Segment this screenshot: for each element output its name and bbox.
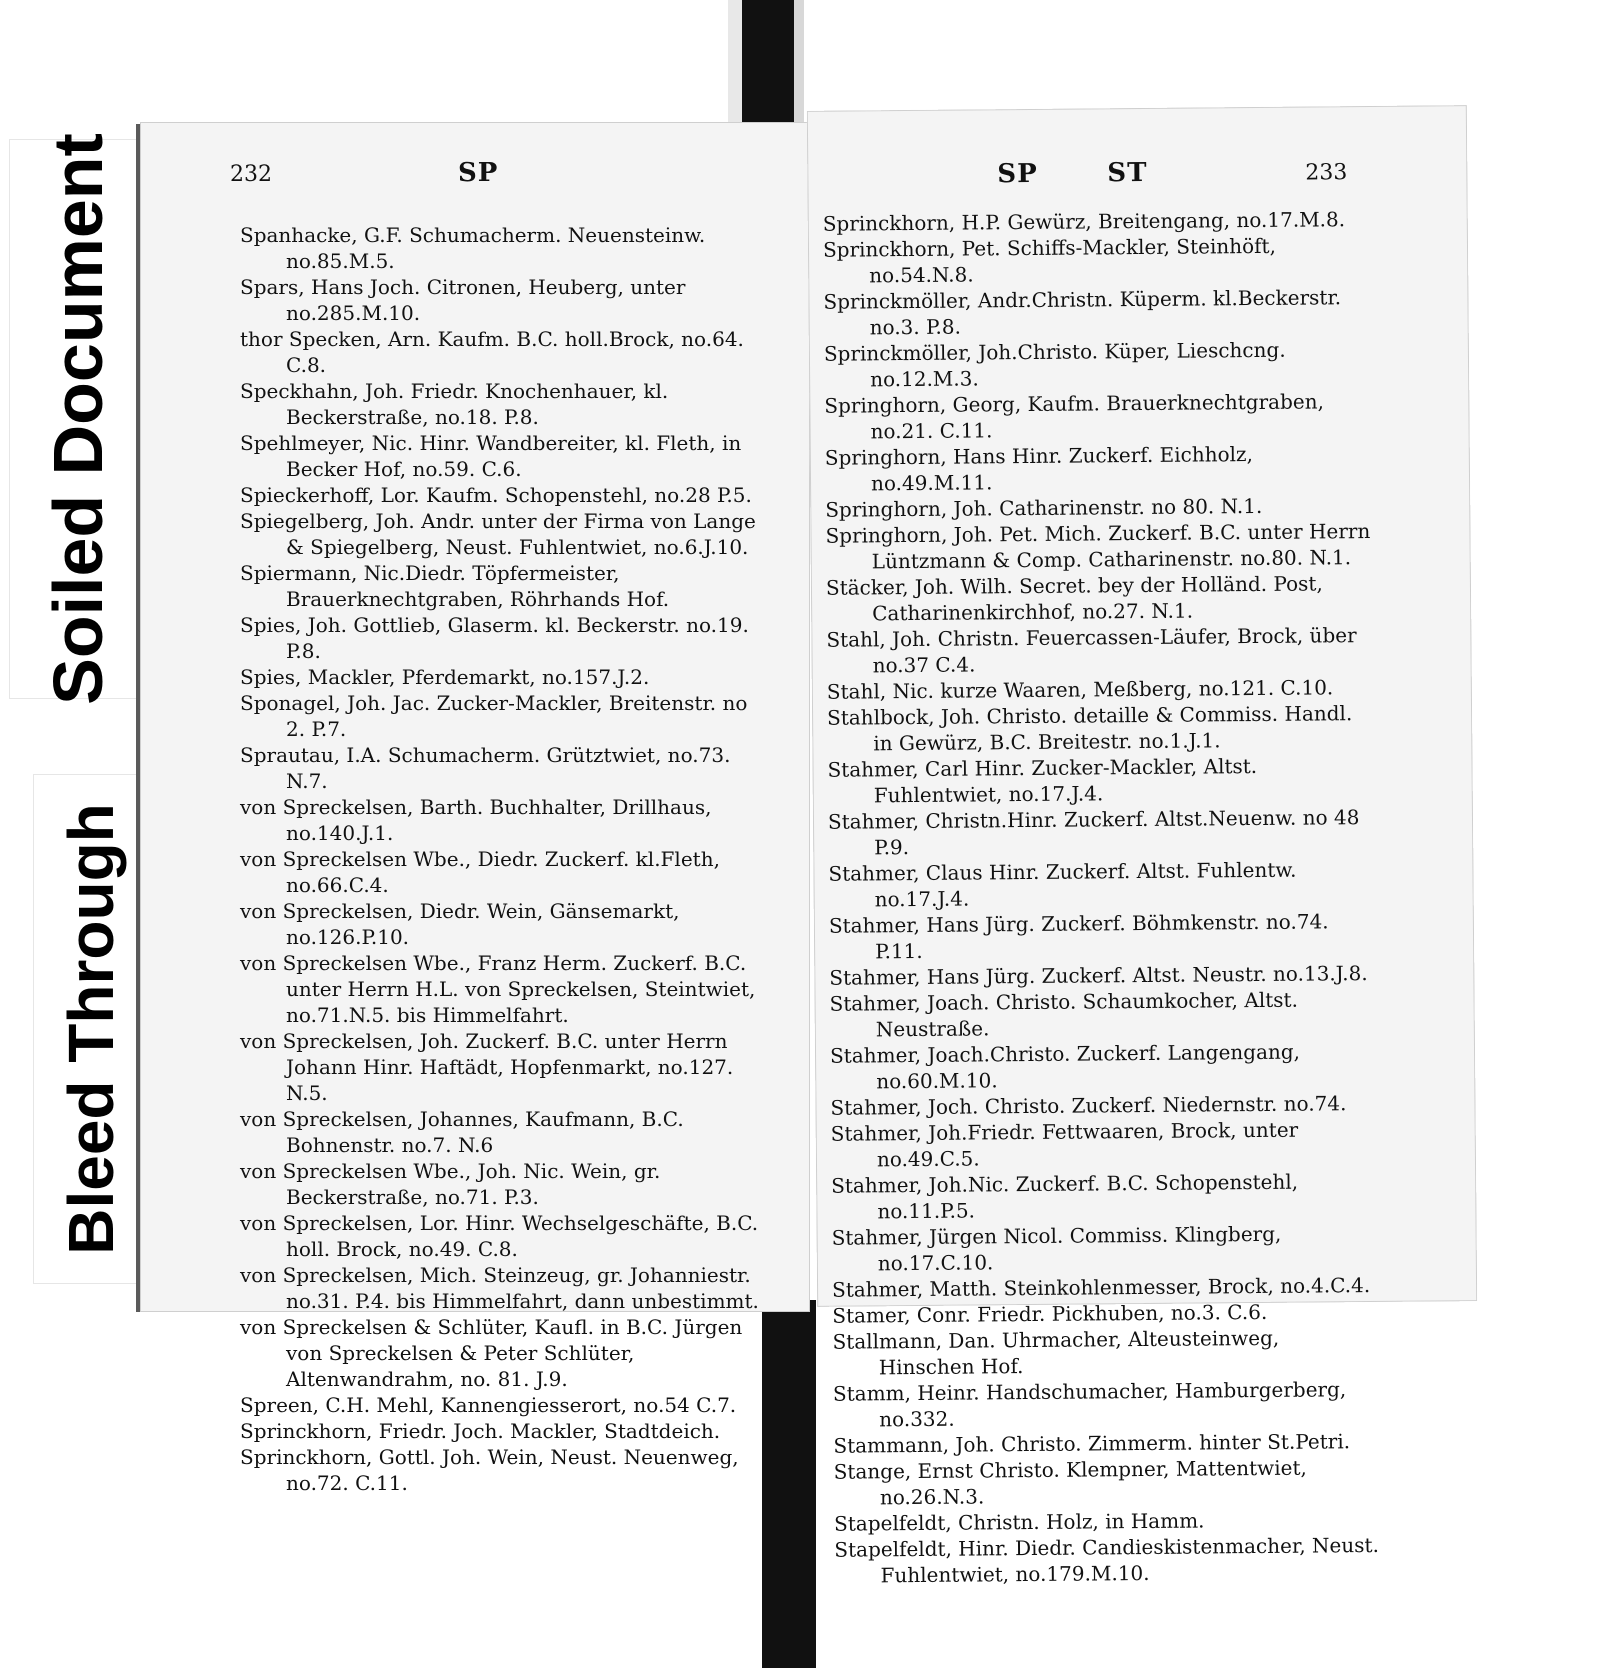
directory-entry: Stamm, Heinr. Handschumacher, Hamburgerberg, no.332. xyxy=(832,1377,1347,1432)
directory-entry: Sprinckhorn, H.P. Gewürz, Breitengang, no.17.M.8. xyxy=(822,207,1346,236)
directory-entry: Stallmann, Dan. Uhrmacher, Alteusteinweg, Hinschen Hof. xyxy=(832,1325,1280,1380)
directory-entry: Sprinckhorn, Gottl. Joh. Wein, Neust. Neuenweg, no.72. C.11. xyxy=(240,1445,739,1495)
directory-entry: Stahmer, Hans Jürg. Zuckerf. Altst. Neustr. no.13.J.8. xyxy=(829,961,1368,990)
directory-entry: Stahmer, Christn.Hinr. Zuckerf. Altst.Neuenw. no 48 P.9. xyxy=(827,805,1360,860)
directory-entry: von Spreckelsen & Schlüter, Kaufl. in B.C. Jürgen von Spreckelsen & Peter Schlüter, Altenwandrahm, no. 81. J.9. xyxy=(240,1315,743,1391)
directory-entry: von Spreckelsen, Lor. Hinr. Wechselgeschäfte, B.C. holl. Brock, no.49. C.8. xyxy=(240,1211,759,1261)
bleed-through-label xyxy=(34,775,148,1283)
directory-entry: Sponagel, Joh. Jac. Zucker-Mackler, Breitenstr. no 2. P.7. xyxy=(240,691,748,741)
bleed-through-text: Bleed Through xyxy=(55,803,127,1255)
binding-strip-bottom xyxy=(762,1300,816,1668)
directory-entry: Stahmer, Joh.Friedr. Fettwaaren, Brock, unter no.49.C.5. xyxy=(830,1117,1299,1172)
directory-entry: Stäcker, Joh. Wilh. Secret. bey der Holländ. Post, Catharinenkirchhof, no.27. N.1. xyxy=(825,571,1323,626)
right-page-heading-st: ST xyxy=(1107,157,1148,189)
directory-entry: Spies, Mackler, Pferdemarkt, no.157.J.2. xyxy=(240,665,650,689)
directory-entry: von Spreckelsen Wbe., Franz Herm. Zuckerf. B.C. unter Herrn H.L. von Spreckelsen, Steintwiet, no.71.N.5. bis Himmelfahrt. xyxy=(240,951,756,1027)
directory-entry: von Spreckelsen, Diedr. Wein, Gänsemarkt, no.126.P.10. xyxy=(240,899,680,949)
directory-entry: Sprautau, I.A. Schumacherm. Grütztwiet, no.73. N.7. xyxy=(240,743,731,793)
directory-entry: Stahmer, Jürgen Nicol. Commiss. Klingberg, no.17.C.10. xyxy=(831,1221,1282,1276)
directory-entry: Stahmer, Claus Hinr. Zuckerf. Altst. Fuhlentw. no.17.J.4. xyxy=(828,857,1297,912)
binding-shadow-right xyxy=(794,0,804,130)
directory-entry: Stahl, Nic. kurze Waaren, Meßberg, no.121. C.10. xyxy=(826,675,1334,704)
binding-shadow-left xyxy=(728,0,742,130)
left-entry-list xyxy=(240,222,768,1496)
directory-entry: von Spreckelsen Wbe., Diedr. Zuckerf. kl.Fleth, no.66.C.4. xyxy=(240,847,720,897)
right-page-number: 233 xyxy=(1305,160,1348,186)
directory-entry: von Spreckelsen, Barth. Buchhalter, Drillhaus, no.140.J.1. xyxy=(240,795,712,845)
directory-entry: Springhorn, Joh. Pet. Mich. Zuckerf. B.C. unter Herrn Lüntzmann & Comp. Catharinenstr. no.80. N.1. xyxy=(825,519,1371,574)
directory-entry: Stahmer, Joh.Nic. Zuckerf. B.C. Schopenstehl, no.11.P.5. xyxy=(831,1169,1299,1224)
directory-entry: von Spreckelsen, Joh. Zuckerf. B.C. unter Herrn Johann Hinr. Haftädt, Hopfenmarkt, no.127. N.5. xyxy=(240,1029,734,1105)
directory-entry: Stamer, Conr. Friedr. Pickhuben, no.3. C.6. xyxy=(832,1299,1268,1328)
directory-entry: Stahmer, Matth. Steinkohlenmesser, Brock, no.4.C.4. xyxy=(831,1273,1371,1302)
directory-entry: Stahmer, Joach. Christo. Schaumkocher, Altst. Neustraße. xyxy=(829,987,1298,1042)
directory-entry: von Spreckelsen Wbe., Joh. Nic. Wein, gr. Beckerstraße, no.71. P.3. xyxy=(240,1159,661,1209)
left-page xyxy=(140,122,810,1495)
directory-entry: Stahmer, Carl Hinr. Zucker-Mackler, Altst. Fuhlentwiet, no.17.J.4. xyxy=(827,753,1258,808)
directory-entry: Springhorn, Hans Hinr. Zuckerf. Eichholz, no.49.M.11. xyxy=(824,442,1253,496)
directory-entry: Stahmer, Hans Jürg. Zuckerf. Böhmkenstr. no.74. P.11. xyxy=(828,909,1329,964)
soiled-document-label xyxy=(10,133,146,705)
directory-entry: von Spreckelsen, Johannes, Kaufmann, B.C. Bohnenstr. no.7. N.6 xyxy=(240,1107,684,1157)
directory-entry: Stahlbock, Joh. Christo. detaille & Commiss. Handl. in Gewürz, B.C. Breitestr. no.1.J.1. xyxy=(826,701,1353,756)
directory-entry: Stapelfeldt, Christn. Holz, in Hamm. xyxy=(834,1508,1205,1536)
directory-entry: thor Specken, Arn. Kaufm. B.C. holl.Brock, no.64. C.8. xyxy=(240,327,744,377)
directory-entry: Spars, Hans Joch. Citronen, Heuberg, unter no.285.M.10. xyxy=(240,275,686,325)
directory-entry: Stammann, Joh. Christo. Zimmerm. hinter St.Petri. xyxy=(833,1429,1351,1458)
directory-entry: Sprinckhorn, Pet. Schiffs-Mackler, Steinhöft, no.54.N.8. xyxy=(822,233,1277,288)
directory-entry: Stahl, Joh. Christn. Feuercassen-Läufer, Brock, über no.37 C.4. xyxy=(826,623,1357,678)
directory-entry: Stahmer, Joach.Christo. Zuckerf. Langengang, no.60.M.10. xyxy=(829,1039,1301,1094)
right-page xyxy=(807,105,1477,1588)
directory-entry: von Spreckelsen, Mich. Steinzeug, gr. Johanniestr. no.31. P.4. bis Himmelfahrt, dann unbestimmt. xyxy=(240,1263,759,1313)
left-page-heading: SP xyxy=(458,158,499,188)
directory-entry: Springhorn, Georg, Kaufm. Brauerknechtgraben, no.21. C.11. xyxy=(824,389,1325,444)
directory-entry: Sprinckmöller, Joh.Christo. Küper, Lieschcng. no.12.M.3. xyxy=(823,337,1286,392)
right-entry-list xyxy=(823,206,1383,1589)
directory-entry: Stapelfeldt, Hinr. Diedr. Candieskistenmacher, Neust. Fuhlentwiet, no.179.M.10. xyxy=(834,1532,1379,1588)
directory-entry: Spreen, C.H. Mehl, Kannengiesserort, no.54 C.7. xyxy=(240,1393,737,1417)
directory-entry: Sprinckhorn, Friedr. Joch. Mackler, Stadtdeich. xyxy=(240,1419,721,1443)
directory-entry: Sprinckmöller, Andr.Christn. Küperm. kl.Beckerstr. no.3. P.8. xyxy=(823,285,1342,340)
directory-entry: Spiermann, Nic.Diedr. Töpfermeister, Brauerknechtgraben, Röhrhands Hof. xyxy=(240,561,670,611)
directory-entry: Spiegelberg, Joh. Andr. unter der Firma von Lange & Spiegelberg, Neust. Fuhlentwiet, no.6.J.10. xyxy=(240,509,756,559)
directory-entry: Stahmer, Joch. Christo. Zuckerf. Niedernstr. no.74. xyxy=(830,1091,1347,1120)
right-page-heading-sp: SP xyxy=(997,158,1038,190)
directory-entry: Spehlmeyer, Nic. Hinr. Wandbereiter, kl. Fleth, in Becker Hof, no.59. C.6. xyxy=(240,431,742,481)
directory-entry: Spies, Joh. Gottlieb, Glaserm. kl. Beckerstr. no.19. P.8. xyxy=(240,613,749,663)
left-page-number: 232 xyxy=(230,162,272,187)
binding-strip-top xyxy=(742,0,794,130)
directory-entry: Stange, Ernst Christo. Klempner, Mattentwiet, no.26.N.3. xyxy=(833,1455,1307,1510)
directory-entry: Spieckerhoff, Lor. Kaufm. Schopenstehl, no.28 P.5. xyxy=(240,483,752,507)
directory-entry: Spanhacke, G.F. Schumacherm. Neuensteinw. no.85.M.5. xyxy=(240,223,706,273)
soiled-document-text: Soiled Document xyxy=(39,133,117,705)
directory-entry: Springhorn, Joh. Catharinenstr. no 80. N.1. xyxy=(825,493,1263,522)
directory-entry: Speckhahn, Joh. Friedr. Knochenhauer, kl. Beckerstraße, no.18. P.8. xyxy=(240,379,669,429)
